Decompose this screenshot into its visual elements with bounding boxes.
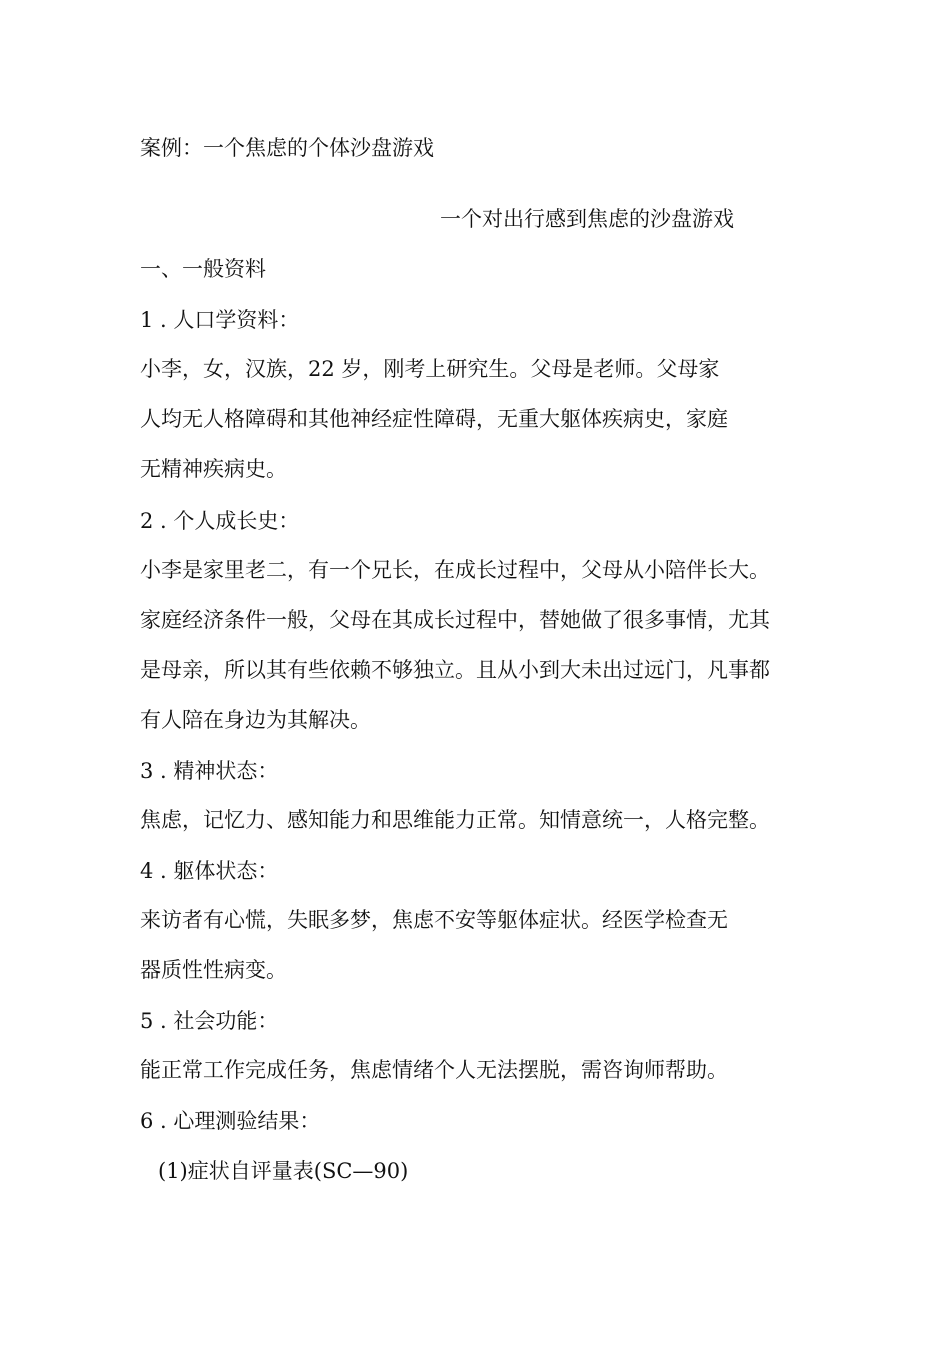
section-2-line: 小李是家里老二，有一个兄长，在成长过程中，父母从小陪伴长大。 bbox=[140, 558, 770, 582]
section-5-line: 能正常工作完成任务，焦虑情绪个人无法摆脱，需咨询师帮助。 bbox=[140, 1058, 728, 1082]
section-3-line: 焦虑，记忆力、感知能力和思维能力正常。知情意统一，人格完整。 bbox=[140, 808, 770, 832]
section-3-heading: 3 . 精神状态： bbox=[140, 759, 279, 783]
section-heading: 一、一般资料 bbox=[140, 257, 266, 281]
section-1-line: 人均无人格障碍和其他神经症性障碍，无重大躯体疾病史，家庭 bbox=[140, 407, 728, 431]
section-4-line: 来访者有心慌，失眠多梦，焦虑不安等躯体症状。经医学检查无 bbox=[140, 908, 728, 932]
section-2-line: 家庭经济条件一般，父母在其成长过程中，替她做了很多事情，尤其 bbox=[140, 608, 770, 632]
section-6-heading: 6 . 心理测验结果： bbox=[140, 1109, 321, 1133]
section-5-heading: 5 . 社会功能： bbox=[140, 1009, 279, 1033]
section-1-line: 小李，女，汉族，22 岁，刚考上研究生。父母是老师。父母家 bbox=[140, 357, 720, 381]
section-2-line: 有人陪在身边为其解决。 bbox=[140, 708, 371, 732]
section-1-heading: 1 . 人口学资料： bbox=[140, 308, 300, 332]
document-subtitle: 一个对出行感到焦虑的沙盘游戏 bbox=[440, 207, 734, 231]
section-2-heading: 2 . 个人成长史： bbox=[140, 509, 300, 533]
sub-item: (1)症状自评量表(SC—90) bbox=[158, 1159, 409, 1183]
document-title: 案例：一个焦虑的个体沙盘游戏 bbox=[140, 136, 434, 160]
section-4-heading: 4 . 躯体状态： bbox=[140, 859, 279, 883]
section-4-line: 器质性性病变。 bbox=[140, 958, 287, 982]
section-2-line: 是母亲，所以其有些依赖不够独立。且从小到大未出过远门，凡事都 bbox=[140, 658, 770, 682]
section-1-line: 无精神疾病史。 bbox=[140, 457, 287, 481]
